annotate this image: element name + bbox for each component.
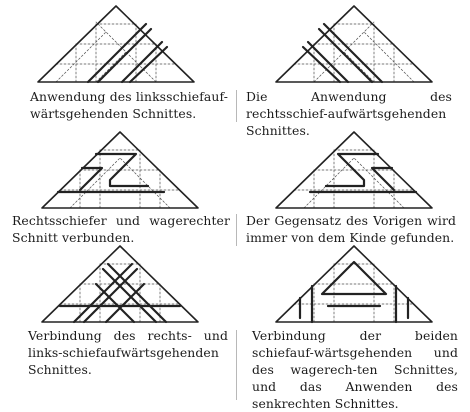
column-rule-1: [236, 90, 237, 122]
figure-1: [36, 4, 196, 84]
caption-2: Die Anwendung des rechtsschief-aufwärtsgehenden Schnittes.: [246, 89, 452, 138]
caption-4: Der Gegensatz des Vorigen wird immer von dem Kinde gefunden.: [246, 213, 456, 245]
caption-1: Anwendung des linksschiefauf-wärtsgehenden Schnittes.: [30, 89, 228, 121]
column-rule-3: [236, 330, 237, 400]
caption-3: Rechtsschiefer und wagerechter Schnitt verbunden.: [12, 213, 230, 245]
figure-2: [274, 4, 434, 84]
figure-5: [40, 244, 200, 324]
figure-3: [40, 130, 200, 210]
figure-4: [274, 130, 434, 210]
figure-6: [274, 244, 434, 324]
caption-5: Verbindung des rechts- und links-schiefaufwärtsgehenden Schnittes.: [28, 328, 228, 377]
caption-6: Verbindung der beiden schiefauf-wärtsgehenden und des wagerech-ten Schnittes, und das Anwenden des senkrechten Schnittes.: [252, 328, 458, 411]
column-rule-2: [236, 214, 237, 246]
